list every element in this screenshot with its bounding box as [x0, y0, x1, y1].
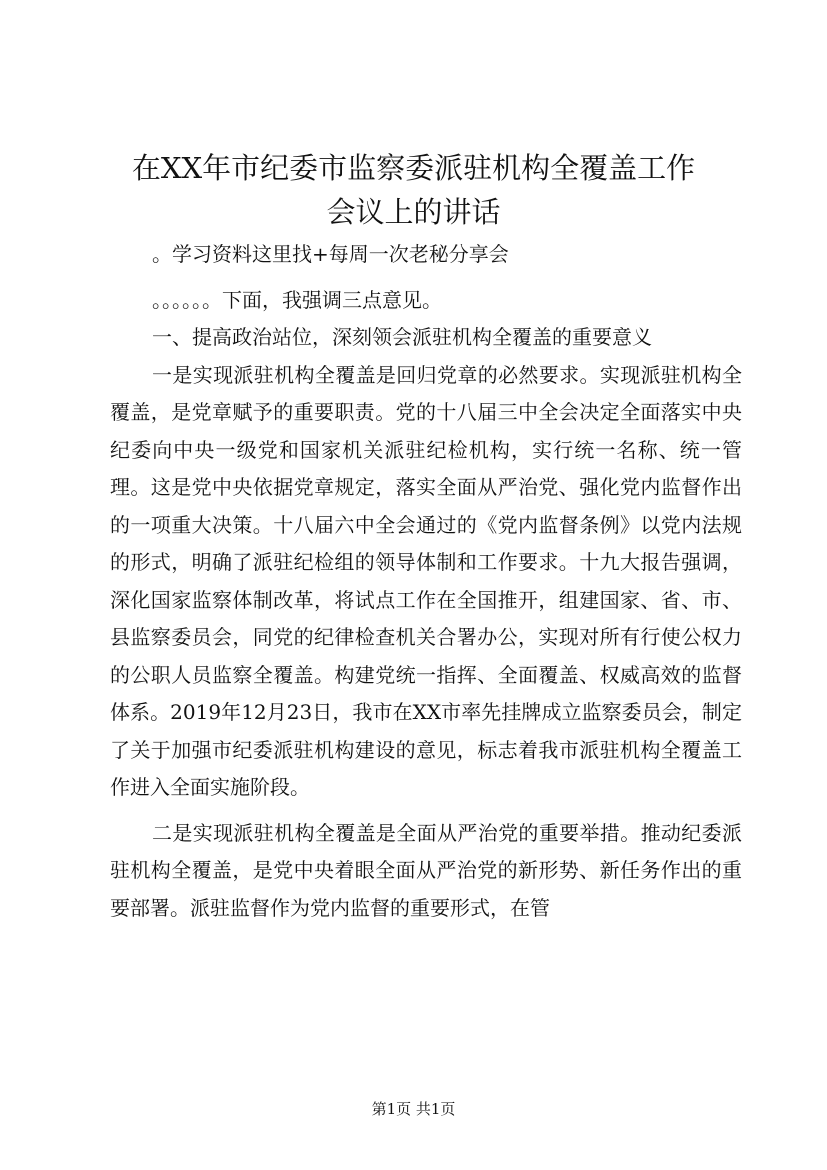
section-heading-1: 一、提高政治站位，深刻领会派驻机构全覆盖的重要意义 [152, 325, 652, 349]
paragraph-point-1: 一是实现派驻机构全覆盖是回归党章的必然要求。实现派驻机构全覆盖，是党章赋予的重要职责。党的十八届三中全会决定全面落实中央纪委向中央一级党和国家机关派驻纪检机构，实行统一名称、统一管理。这是党中央依据党章规定，落实全面从严治党、强化党内监督作出的一项重大决策。十八届六中全会通过的《党内监督条例》以党内法规的形式，明确了派驻纪检组的领导体制和工作要求。十九大报告强调，深化国家监察体制改革，将试点工作在全国推开，组建国家、省、市、县监察委员会，同党的纪律检查机关合署办公，实现对所有行使公权力的公职人员监察全覆盖。构建党统一指挥、全面覆盖、权威高效的监督体系。2019年12月23日，我市在XX市率先挂牌成立监察委员会，制定了关于加强市纪委派驻机构建设的意见，标志着我市派驻机构全覆盖工作进入全面实施阶段。 [110, 362, 742, 799]
document-body [110, 236, 742, 927]
paragraph-intro: 。学习资料这里找+每周一次老秘分享会 [152, 242, 509, 266]
paragraph-opening: 。。。。。。下面，我强调三点意见。 [152, 287, 442, 312]
page-footer: 第1页 共1页 [371, 1100, 456, 1118]
title-line-1: 在XX年市纪委市监察委派驻机构全覆盖工作 [131, 151, 696, 185]
title-line-2: 会议上的讲话 [326, 195, 501, 229]
page-title [80, 146, 747, 234]
paragraph-point-2: 二是实现派驻机构全覆盖是全面从严治党的重要举措。推动纪委派驻机构全覆盖，是党中央着眼全面从严治党的新形势、新任务作出的重要部署。派驻监督作为党内监督的重要形式，在管 [110, 820, 742, 920]
